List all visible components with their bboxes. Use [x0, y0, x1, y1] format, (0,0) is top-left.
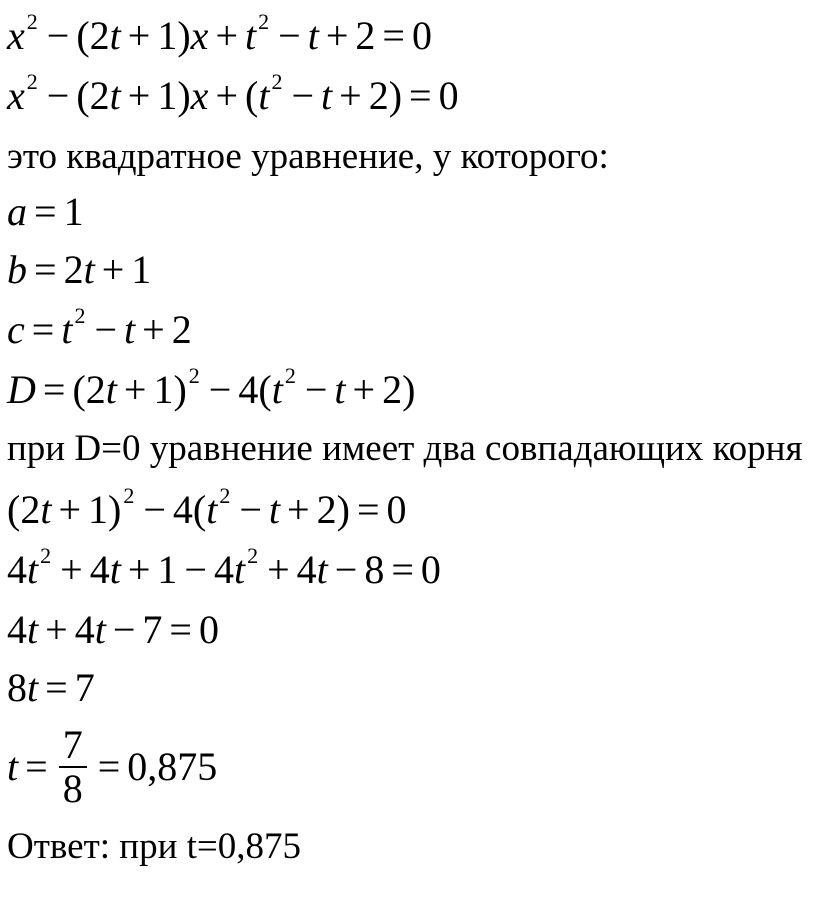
fraction-denominator: 8	[62, 766, 83, 811]
text-line-condition: при D=0 уравнение имеет два совпадающих корня	[7, 428, 803, 469]
coefficient-c: $c = t^2 - t + 2$	[7, 302, 192, 352]
text-line-quadratic: это квадратное уравнение, у которого:	[7, 136, 609, 177]
equation-line-12: 8t = 7	[7, 665, 95, 710]
coefficient-a: a = 1	[7, 189, 84, 234]
solution-fraction-line: t = $\frac{7}{8}$ = 0,875	[7, 722, 218, 811]
equation-line-1: $x^2 - (2t + 1)x + t^2 - t + 2 = 0$	[7, 8, 432, 58]
equation-line-9: $(2t + 1)^2 - 4(t^2 - t + 2) = 0$	[7, 482, 407, 532]
coefficient-b: b = 2t + 1	[7, 247, 152, 292]
fraction-7-over-8	[59, 724, 87, 810]
fraction-numerator: 7	[59, 724, 87, 768]
equation-line-2: $x^2 - (2t + 1)x + (t^2 - t + 2) = 0$	[7, 68, 459, 118]
discriminant-formula: $D = (2t + 1)^2 - 4(t^2 - t + 2)$	[7, 362, 416, 412]
equation-line-10: $4t^2 + 4t + 1 - 4t^2 + 4t - 8 = 0$	[7, 542, 441, 592]
equation-line-11: 4t + 4t − 7 = 0	[7, 607, 219, 652]
answer-line: Ответ: при t=0,875	[7, 826, 302, 867]
